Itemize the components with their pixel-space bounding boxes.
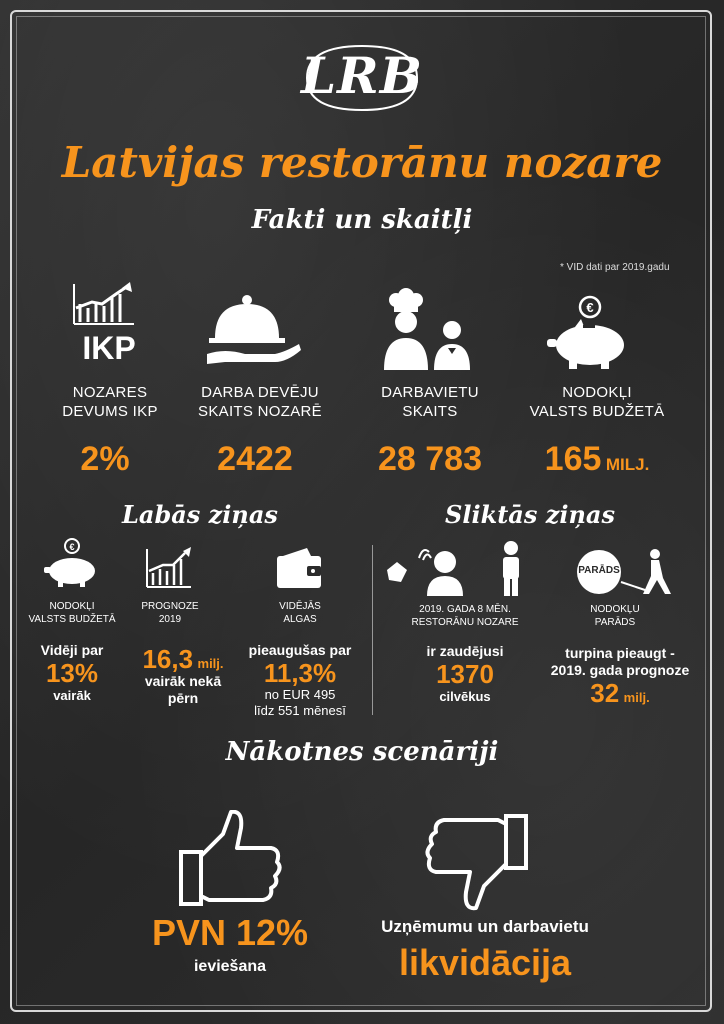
good-item-post: vairāk nekā bbox=[144, 673, 222, 689]
thumbs-down-icon bbox=[420, 812, 535, 912]
section-divider bbox=[372, 545, 373, 715]
stat-label: NODOKĻI bbox=[562, 384, 632, 401]
bad-item-label: NODOKĻU bbox=[590, 604, 640, 615]
stat-label: VALSTS BUDŽETĀ bbox=[529, 403, 665, 420]
stat-value-taxes: 165 bbox=[544, 440, 602, 478]
stat-value-workplaces: 28 783 bbox=[378, 440, 482, 478]
piggy-bank-icon bbox=[545, 295, 635, 370]
stat-value-employers: 2422 bbox=[217, 440, 293, 478]
good-item-post: vairāk bbox=[53, 688, 91, 703]
logo-text: LRB bbox=[301, 46, 423, 105]
layoff-icon bbox=[383, 540, 533, 596]
source-note: * VID dati par 2019.gadu bbox=[560, 262, 670, 273]
good-item-label: VALSTS BUDŽETĀ bbox=[28, 614, 116, 625]
future-bad-pre: Uzņēmumu un darbavietu bbox=[381, 917, 589, 936]
bad-news-heading: Sliktās ziņas bbox=[445, 500, 615, 529]
future-bad-value: likvidācija bbox=[398, 942, 572, 983]
good-item-label: PROGNOZE bbox=[141, 601, 199, 612]
bad-item-pre: ir zaudējusi bbox=[426, 643, 504, 659]
bad-item-label: RESTORĀNU NOZARE bbox=[411, 617, 519, 628]
stat-label: SKAITS NOZARĒ bbox=[198, 403, 322, 420]
good-item-post: pērn bbox=[167, 690, 199, 706]
stat-label: DARBA DEVĒJU bbox=[201, 384, 319, 401]
bad-item-pre: turpina pieaugt - bbox=[565, 645, 675, 661]
good-item-label: 2019 bbox=[158, 614, 182, 625]
page-title: Latvijas restorānu nozare bbox=[61, 138, 663, 187]
good-item-value: 16,3 bbox=[142, 644, 194, 674]
debt-badge: PARĀDS bbox=[578, 565, 620, 576]
good-item-value: 13% bbox=[45, 658, 99, 688]
piggy-bank-icon bbox=[42, 537, 102, 587]
svg-text:€: € bbox=[586, 300, 594, 315]
good-item-label: VIDĒJĀS bbox=[279, 601, 321, 612]
good-item-post: līdz 551 mēnesī bbox=[254, 703, 346, 718]
stat-label: SKAITS bbox=[402, 403, 458, 420]
good-item-pre: pieaugušas par bbox=[248, 642, 352, 658]
stat-label: DEVUMS IKP bbox=[62, 403, 158, 420]
cloche-icon bbox=[205, 292, 305, 372]
bad-item-value: 32 bbox=[590, 678, 620, 708]
stat-value-ikp: 2% bbox=[80, 440, 130, 478]
good-item-label: ALGAS bbox=[283, 614, 317, 625]
good-item-post: no EUR 495 bbox=[264, 687, 336, 702]
bad-item-label: 2019. GADA 8 MĒN. bbox=[419, 604, 511, 615]
page-subtitle: Fakti un skaitļi bbox=[251, 205, 473, 235]
future-good-post: ieviešana bbox=[193, 958, 267, 975]
good-item-pre: Vidēji par bbox=[40, 642, 104, 658]
future-good-value: PVN 12% bbox=[151, 912, 309, 953]
good-news-heading: Labās ziņas bbox=[122, 500, 278, 529]
bad-item-value: 1370 bbox=[436, 659, 494, 689]
bad-item-label: PARĀDS bbox=[594, 617, 636, 628]
future-heading: Nākotnes scenāriji bbox=[225, 737, 499, 767]
bad-item-unit: milj. bbox=[623, 690, 650, 705]
chart-icon bbox=[145, 545, 195, 590]
good-item-value: 11,3% bbox=[263, 658, 337, 688]
chef-waiter-icon bbox=[380, 288, 480, 373]
good-item-unit: milj. bbox=[197, 656, 224, 671]
stat-unit: MILJ. bbox=[605, 455, 650, 474]
lrb-logo bbox=[287, 38, 437, 118]
stat-label: DARBAVIETU bbox=[381, 384, 479, 401]
bad-item-post: cilvēkus bbox=[439, 689, 491, 704]
thumbs-up-icon bbox=[175, 810, 285, 910]
stat-label: NOZARES bbox=[72, 384, 148, 401]
good-item-label: NODOKĻI bbox=[49, 601, 95, 612]
bad-item-pre: 2019. gada prognoze bbox=[550, 662, 690, 678]
ikp-icon-text: IKP bbox=[82, 330, 136, 366]
svg-text:€: € bbox=[69, 542, 75, 552]
wallet-icon bbox=[275, 548, 325, 590]
